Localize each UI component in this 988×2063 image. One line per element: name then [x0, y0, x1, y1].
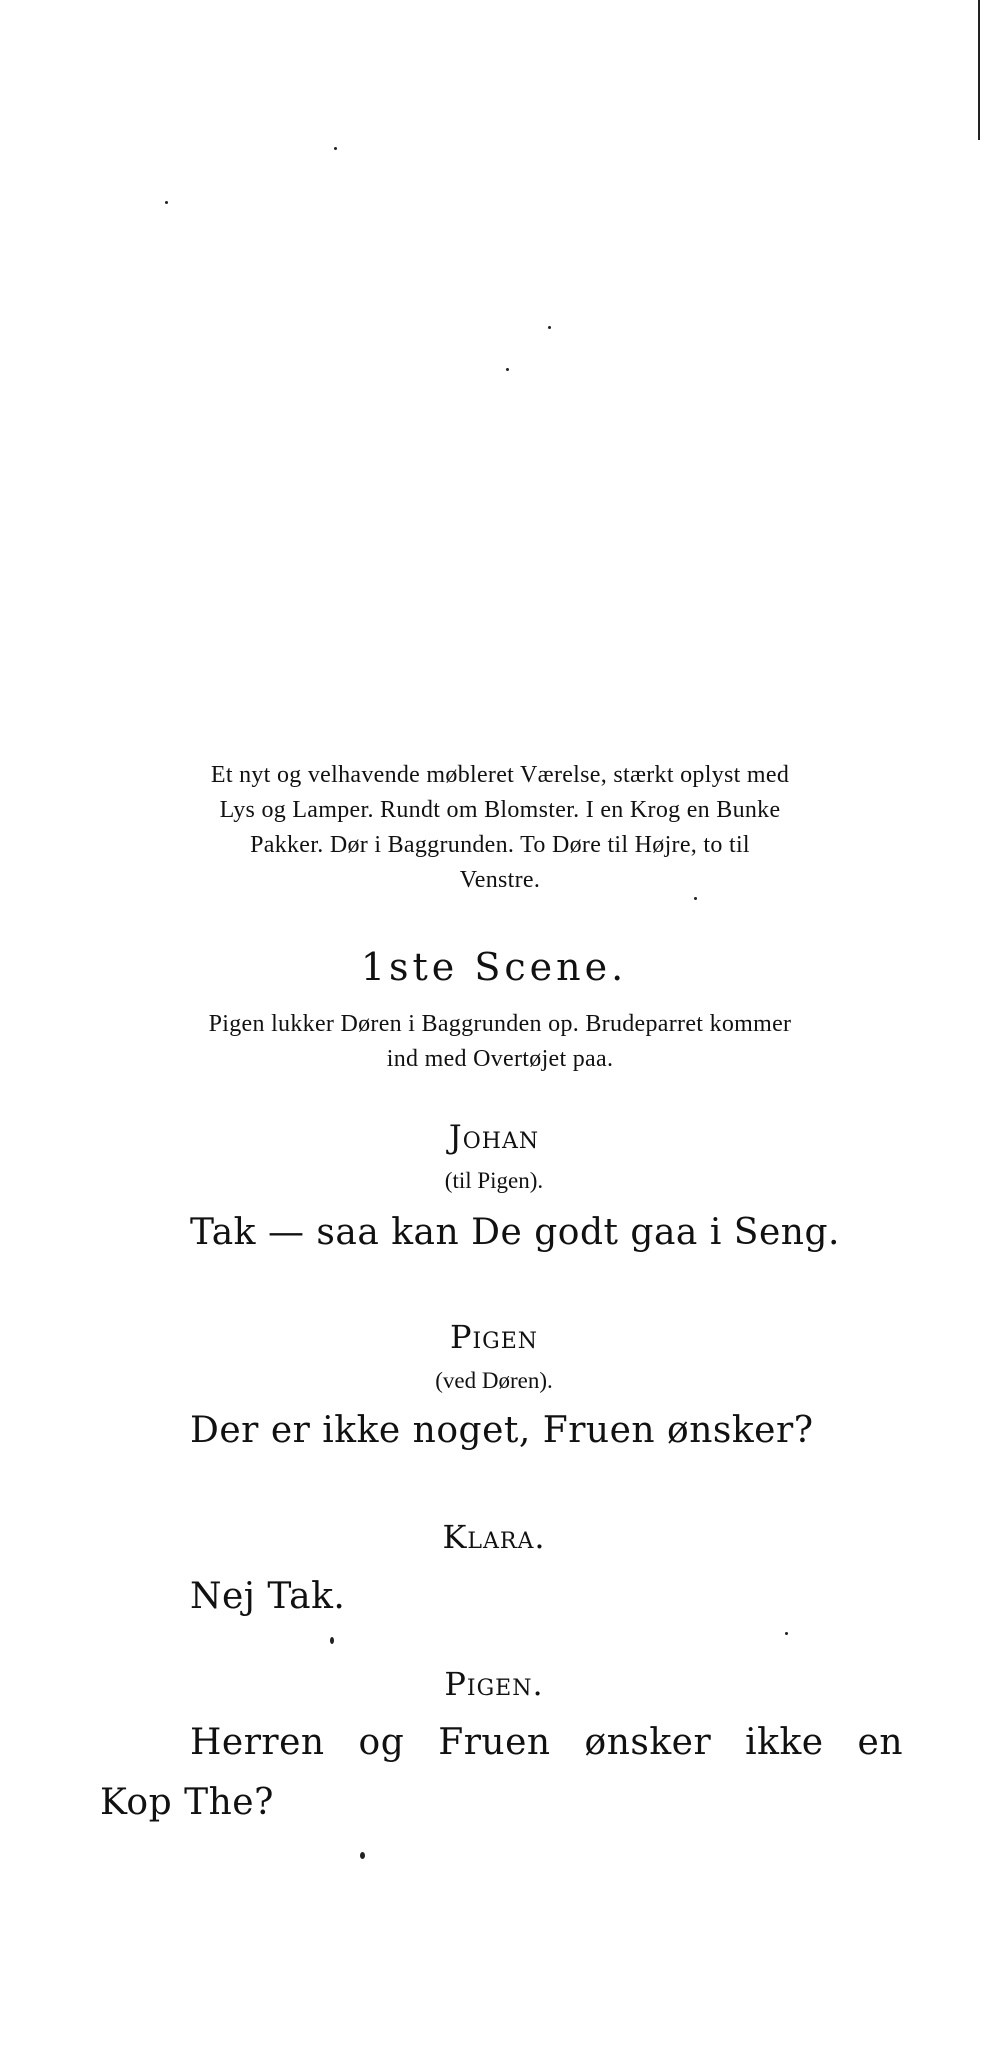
scan-speck — [785, 1632, 788, 1635]
scan-speck — [360, 1852, 365, 1859]
scan-speck — [506, 368, 509, 371]
scene-direction — [85, 1007, 915, 1077]
dialogue-line: Der er ikke noget, Fruen ønsker? — [190, 1410, 814, 1451]
stage-direction — [85, 758, 915, 898]
dialogue-line: Nej Tak. — [190, 1576, 346, 1617]
scan-speck — [330, 1637, 334, 1644]
scan-speck — [334, 147, 337, 150]
dialogue-line: Tak — saa kan De godt gaa i Seng. — [190, 1212, 840, 1253]
speaker-name: Johan — [448, 1118, 540, 1156]
stage-direction-line: Venstre. — [459, 867, 541, 893]
speaker-name: Pigen — [449, 1318, 539, 1356]
stage-direction-line: Pakker. Dør i Baggrunden. To Døre til Højre, to til — [250, 832, 750, 858]
parenthetical: (til Pigen). — [444, 1168, 544, 1193]
scene-direction-line: Pigen lukker Døren i Baggrunden op. Brudeparret kommer — [208, 1011, 792, 1037]
dialogue-line: Kop The? — [100, 1782, 274, 1823]
stage-direction-line: Lys og Lamper. Rundt om Blomster. I en Krog en Bunke — [219, 797, 781, 823]
dialogue-line: Herren og Fruen ønsker ikke en — [190, 1722, 904, 1763]
scene-title: 1ste Scene. — [360, 945, 628, 989]
scan-speck — [548, 326, 551, 329]
scene-direction-line: ind med Overtøjet paa. — [386, 1046, 614, 1072]
page-edge-line — [978, 0, 980, 140]
speaker-name: Klara. — [442, 1518, 546, 1556]
speaker-name: Pigen. — [444, 1665, 544, 1703]
stage-direction-line: Et nyt og velhavende møbleret Værelse, stærkt oplyst med — [210, 762, 790, 788]
scan-speck — [165, 201, 168, 204]
parenthetical: (ved Døren). — [435, 1368, 553, 1393]
